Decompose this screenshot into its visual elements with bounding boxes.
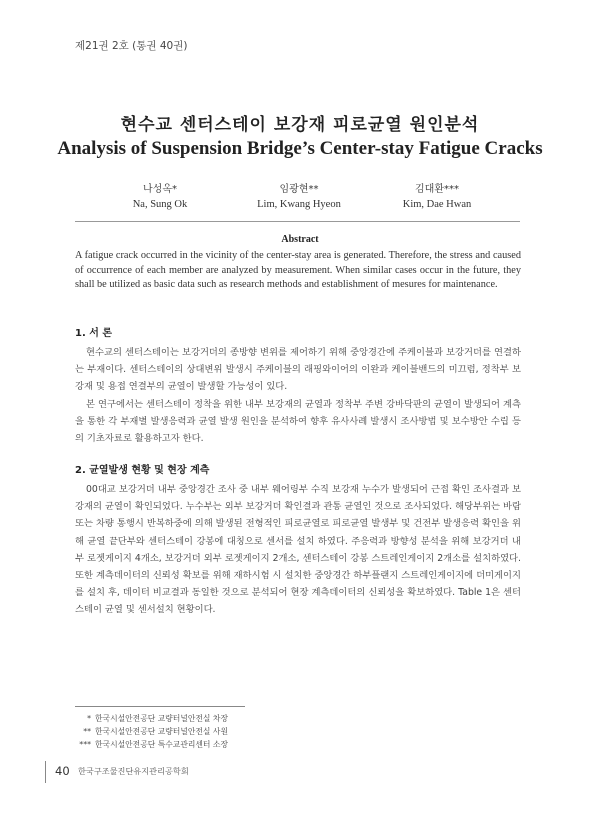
- title-korean: 현수교 센터스테이 보강재 피로균열 원인분석: [120, 115, 480, 135]
- footnote-2: [75, 725, 228, 738]
- footnote-1-text: 한국시설안전공단 교량터널안전실 차장: [95, 714, 228, 723]
- footnote-3-mark: ***: [79, 740, 91, 750]
- footnotes: [75, 712, 228, 752]
- section-1-paragraph-2: 본 연구에서는 센터스테이 정착을 위한 내부 보강재의 균열과 정착부 주변 강바닥판의 균열이 발생되어 계측을 통한 각 부재별 발생응력과 균열 발생 원인을 분석하여 향후 유사사례 발생시 조사방법 및 보수방안 수립 등의 기초자료로 활용하고자 한다.: [75, 399, 521, 445]
- journal-volume: 제21권 2호 (통권 40권): [75, 40, 188, 52]
- abstract-heading: Abstract: [281, 234, 319, 245]
- author-1: [80, 180, 240, 210]
- footnote-3-text: 한국시설안전공단 특수교관리센터 소장: [95, 740, 228, 750]
- footnote-1: [75, 712, 228, 725]
- footnote-1-mark: *: [87, 714, 91, 723]
- author-1-name-ko: 나성옥*: [143, 184, 177, 195]
- page-number: 40: [55, 764, 70, 778]
- journal-name: 한국구조물진단유지관리공학회: [78, 766, 189, 776]
- title-divider: [75, 221, 520, 222]
- author-3-name-ko: 김대환***: [415, 184, 459, 195]
- footer-bar: [45, 761, 46, 783]
- section-2-paragraph-1: 00대교 보강거더 내부 중앙경간 조사 중 내부 웨어링부 수직 보강재 누수가 발생되어 근접 확인 조사결과 보강재의 균열이 확인되었다. 누수부는 외부 보강거더 확인결과 관통 균열인 것으로 조사되었다. 해당부위는 바람 또는 차량 통행시 반복하중에 의해 발생된 전형적인 피로균열로 피로균열 발생부 및 건전부 발생응력 확인을 위해 균열 끝단부와 센터스테이 강봉에 대칭으로 센서를 설치 하였다. 주응력과 방향성 분석을 위해 보강거더 내부 로젯게이지 4개소, 보강거더 외부 로젯게이지 2개소, 센터스테이 강봉 스트레인게이지 2개소를 설치하였다. 또한 계측데이터의 신뢰성 확보를 위해 재하시험 시 설치한 중앙경간 하부플랜지 스트레인게이지에 더미게이지를 설치 후, 데이터 비교결과 동일한 것으로 분석되어 현장 계측데이터의 신뢰성을 확보하였다. Table 1은 센터스테이 균열 및 센서설치 현황이다.: [75, 484, 521, 616]
- author-3-name-en: Kim, Dae Hwan: [402, 199, 472, 210]
- section-1-paragraph-1: 현수교의 센터스테이는 보강거더의 종방향 변위를 제어하기 위해 중앙경간에 주케이블과 보강거더를 연결하는 부재이다. 센터스테이의 상대변위 발생시 주케이블의 래핑와이어의 이완과 케이블밴드의 미끄럼, 정착부 보강재 및 용접 연결부의 균열이 발생할 가능성이 있다.: [75, 347, 521, 393]
- title-english: Analysis of Suspension Bridge’s Center-stay Fatigue Cracks: [57, 138, 543, 159]
- footnote-3: [75, 738, 228, 751]
- footnote-divider: [75, 706, 245, 707]
- author-1-name-en: Na, Sung Ok: [132, 199, 188, 210]
- author-2: [219, 180, 379, 210]
- author-2-name-en: Lim, Kwang Hyeon: [257, 199, 341, 210]
- author-2-name-ko: 임광현**: [279, 184, 319, 195]
- section-1-title: 1. 서 론: [75, 328, 113, 339]
- footnote-2-mark: **: [83, 727, 91, 737]
- abstract-text: A fatigue crack occurred in the vicinity of the center-stay area is generated. Therefore, the stress and caused of occurrence of each member are analyzed by measurement. When similar cases occur in the future, they shall be utilized as basic data such as research methods and establishment of mesures for maintenance.: [75, 250, 521, 290]
- section-2-title: 2. 균열발생 현황 및 현장 계측: [75, 465, 210, 476]
- author-3: [357, 180, 517, 210]
- footnote-2-text: 한국시설안전공단 교량터널안전실 사원: [95, 727, 228, 737]
